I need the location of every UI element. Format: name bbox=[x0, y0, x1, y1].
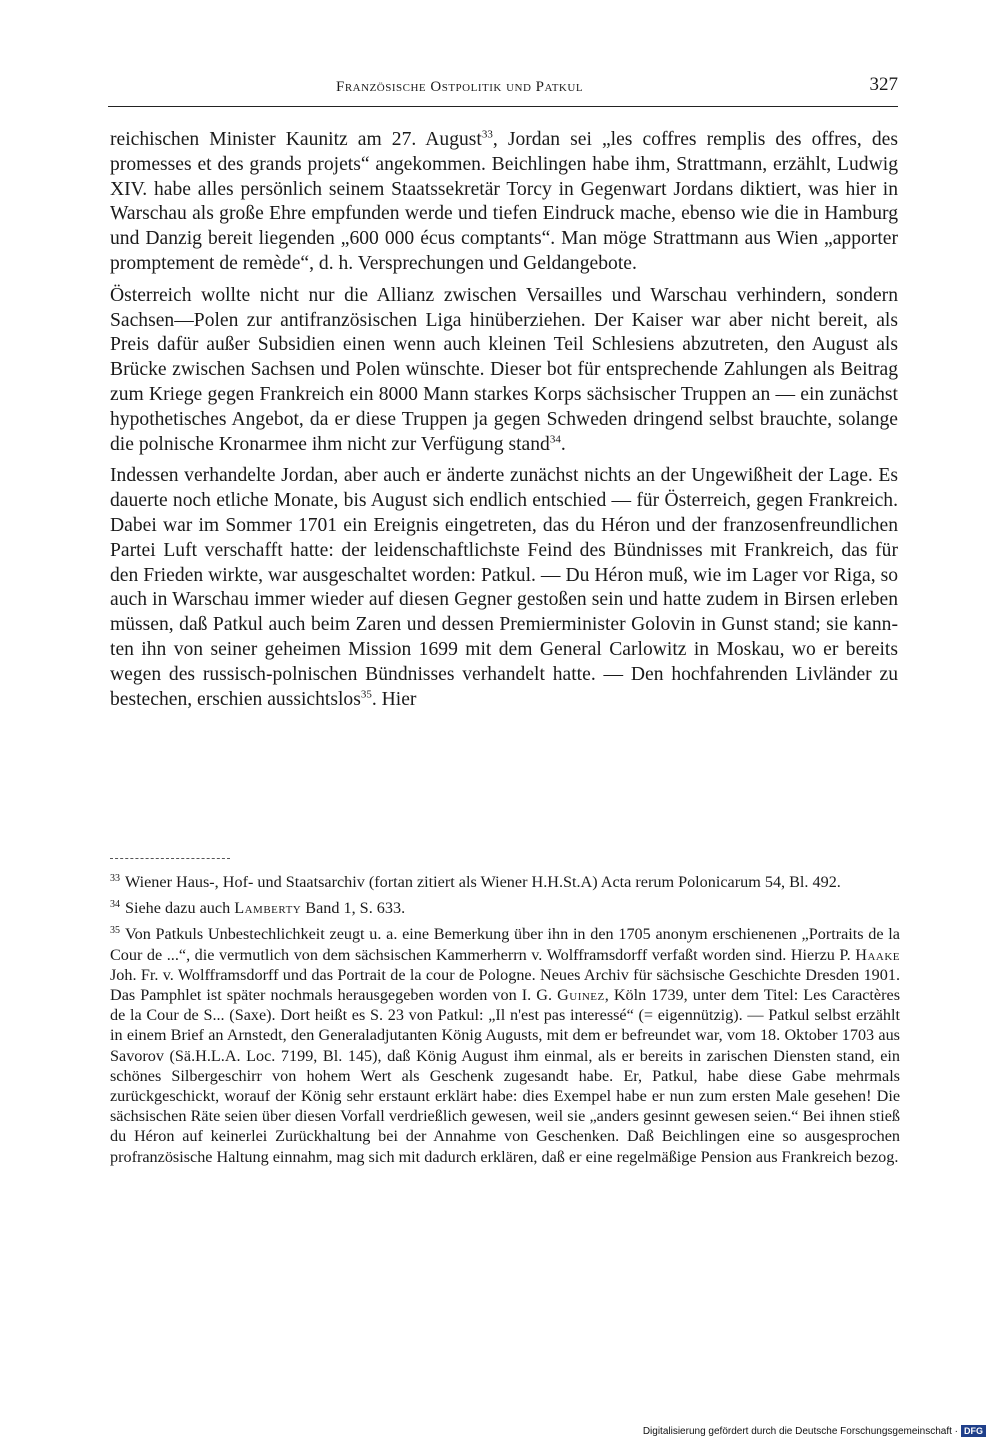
paragraph-text: . bbox=[560, 433, 566, 455]
footnote-number: 34 bbox=[110, 898, 120, 910]
paragraph-text: reichischen Minister Kaunitz am 27. August bbox=[110, 129, 482, 150]
author-name: Lamberty bbox=[234, 899, 302, 918]
paragraph-text: , Jordan sei „les coffres remplis des offres, des promesses et des grands projets“ angekommen. Beichlingen habe ihm, Strattmann, erzählt, Ludwig XIV. habe alles persönlich seinem Staatssekretär Torcy in Gegenwart Jordans diktiert, was hier in Warschau als große Ehre empfunden werde und tiefen Eindruck mache, ebenso wie die in Hamburg und Danzig bereit liegenden „600 000 écus comptants“. Man möge Strattmann aus Wien „apporter promptement de remède“, d. h. Versprechungen und Geldangebote. bbox=[110, 129, 898, 274]
footnote-ref-34[interactable]: 34 bbox=[549, 433, 561, 446]
footnote-number: 33 bbox=[110, 872, 120, 884]
author-name: Haake bbox=[855, 945, 900, 964]
paragraph-1 bbox=[110, 128, 898, 277]
footnote-35 bbox=[110, 924, 900, 1166]
paragraph-text: . Hier bbox=[371, 688, 417, 710]
footnote-number: 35 bbox=[110, 925, 120, 937]
page-number: 327 bbox=[869, 74, 898, 95]
paragraph-text: Österreich wollte nicht nur die Allianz zwischen Versailles und Warschau verhindern, sondern Sachsen—Polen zur antifranzösischen Liga hinüberziehen. Der Kaiser war aber nicht bereit, als Preis dafür außer Subsidien einen wenn auch kleinen Teil Schlesiens abzutreten, den August als Brücke zwischen Sachsen und Polen wünschte. Dieser bot für entsprechende Zahlungen als Beitrag zum Kriege gegen Frankreich ein 8000 Mann starkes Korps sächsischer Truppen an — ein zunächst hypothetisches Angebot, da er diese Truppen ja gegen Schweden dringend selbst brauchte, solange die polnische Kronarmee ihm nicht zur Verfügung stand bbox=[110, 284, 898, 455]
footnote-33 bbox=[110, 872, 900, 892]
footnote-text: Band 1, S. 633. bbox=[301, 899, 406, 918]
main-text bbox=[110, 128, 898, 719]
digitization-credit bbox=[643, 1425, 986, 1437]
footnote-text: Joh. Fr. v. Wolfframsdorff und das Portrait de la cour de Pologne. Neues Archiv für sächsische Geschichte Dresden 1901. Das Pamphlet ist später nochmals herausgegeben worden von I. G. bbox=[110, 965, 900, 1005]
footnote-ref-35[interactable]: 35 bbox=[360, 688, 372, 700]
footnote-text: , Köln 1739, unter dem Titel: Les Caractères de la Cour de S... (Saxe). Dort heißt es S. 23 von Patkul: „Il n'est pas interessé“ (= eigennützig). — Patkul selbst erzählt in einem Brief an Arnstedt, den Generaladjutanten König Augusts, mit dem er befreundet war, vom 18. Oktober 1703 aus Savorov (Sä.H.L.A. Loc. 7199, Bl. 145), daß König August ihm einmal, als er bereits in zarischen Diensten stand, ein schönes Silbergeschirr von hohem Wert als Geschenk zugesandt habe. Er, Patkul, habe diese Gabe mehrmals zurückgeschickt, worauf der König sehr erstaunt erklärt habe: dies Exempel habe er nun zum ersten Male gesehen! Die sächsischen Räte seien über diesen Vorfall verdrießlich gewesen, weil sie „anders gesinnt gewesen seien.“ Bei ihnen stieß du Héron auf keinerlei Zurückhaltung bei der Annahme von Geschenken. Daß Beichlingen eine so ausgesprochen profranzösische Haltung einnahm, mag sich mit dadurch erklären, daß er eine regelmäßige Pension aus Frankreich bezog. bbox=[110, 986, 900, 1166]
paragraph-2 bbox=[110, 284, 898, 458]
footnote-text: Siehe dazu auch bbox=[125, 899, 235, 918]
paragraph-3 bbox=[110, 464, 898, 712]
running-header-title: Französische Ostpolitik und Patkul bbox=[336, 79, 584, 95]
footnote-text: Wiener Haus-, Hof- und Staatsarchiv (fortan zitiert als Wiener H.H.St.A) Acta rerum Polonicarum 54, Bl. 492. bbox=[125, 873, 841, 891]
running-header bbox=[108, 72, 898, 107]
footnotes bbox=[110, 872, 900, 1173]
dfg-logo-icon: DFG bbox=[961, 1425, 986, 1437]
author-name: Guinez bbox=[557, 986, 605, 1005]
footnote-34 bbox=[110, 898, 900, 918]
footnote-text: Von Patkuls Unbestechlichkeit zeugt u. a. eine Bemerkung über ihn in den 1705 anonym erschienenen „Portraits de la Cour de ...“, die vermutlich von dem sächsischen Kammerherrn v. Wolfframsdorff verfaßt worden sind. Hierzu P. bbox=[110, 925, 900, 964]
credit-text: Digitalisierung gefördert durch die Deutsche Forschungsgemeinschaft · bbox=[642, 1425, 958, 1437]
footnote-divider bbox=[110, 858, 230, 859]
footnote-ref-33[interactable]: 33 bbox=[481, 128, 493, 141]
paragraph-text: Indessen verhandelte Jordan, aber auch er änderte zunächst nichts an der Ungewißheit der Lage. Es dauerte noch etliche Monate, bis August sich endlich entschied — für Österreich, gegen Frankreich. Dabei war im Sommer 1701 ein Ereignis eingetreten, das du Héron und der franzosenfreundlichen Partei Luft verschafft hatte: der leidenschaftlichste Feind des Bündnisses mit Frankreich, das für den Frieden wirkte, war ausgeschaltet worden: Patkul. — Du Héron muß, wie im Lager vor Riga, so auch in Warschau immer wieder auf diesen Gegner gestoßen sein und hatte zudem in Birsen erleben müssen, daß Patkul auch beim Zaren und dessen Premierminister Golovin in Gunst stand; sie kannten ihn von seiner geheimen Mission 1699 mit dem General Carlowitz in Moskau, wo er bereits wegen des russisch-polnischen Bündnisses verhandelt hatte. — Den hochfahrenden Livländer zu bestechen, erschien aussichtslos bbox=[110, 465, 898, 710]
